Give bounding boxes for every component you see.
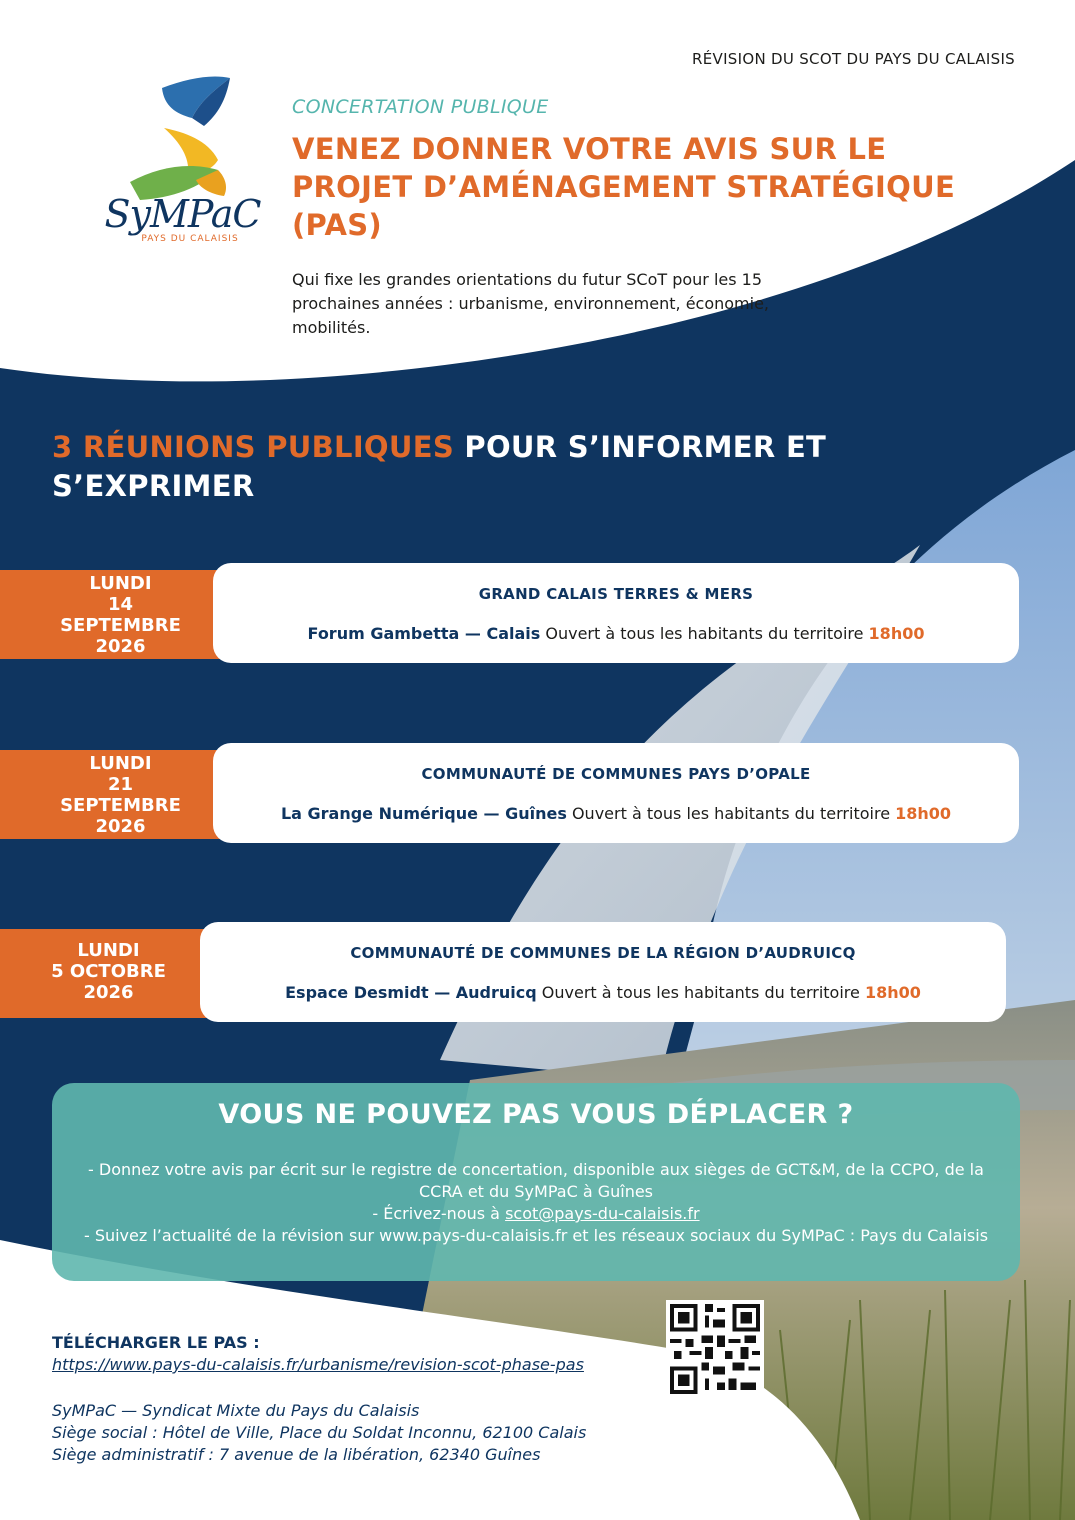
remote-line-2 <box>72 1203 1000 1225</box>
meeting-title-3: COMMUNAUTÉ DE COMMUNES DE LA RÉGION D’AUDRUICQ <box>350 944 856 962</box>
meeting-note-1: Ouvert à tous les habitants du territoire <box>540 624 869 643</box>
remote-title: VOUS NE POUVEZ PAS VOUS DÉPLACER ? <box>218 1099 854 1130</box>
remote-line-3: - Suivez l’actualité de la révision sur www.pays-du-calaisis.fr et les réseaux sociaux du SyMPaC : Pays du Calaisis <box>83 1226 989 1245</box>
footer-line-2: Siège social : Hôtel de Ville, Place du Soldat Inconnu, 62100 Calais <box>52 1423 587 1442</box>
meeting-time-3: 18h00 <box>864 983 921 1002</box>
meetings-title-rest: POUR S’INFORMER ET S’EXPRIMER <box>52 430 827 503</box>
remote-line-1: - Donnez votre avis par écrit sur le registre de concertation, disponible aux sièges de GCT&M, de la CCPO, de la CCRA et du SyMPaC à Guînes <box>88 1160 984 1201</box>
meeting-title-2: COMMUNAUTÉ DE COMMUNES PAYS D’OPALE <box>421 765 811 783</box>
meeting-venue-2: La Grange Numérique — Guînes <box>280 804 567 823</box>
meeting-note-3: Ouvert à tous les habitants du territoire <box>536 983 865 1002</box>
meeting-details-2 <box>213 804 1019 823</box>
meeting-time-2: 18h00 <box>895 804 952 823</box>
footer-line-3: Siège administratif : 7 avenue de la libération, 62340 Guînes <box>52 1445 541 1464</box>
meeting-details-1 <box>213 624 1019 643</box>
meeting-date-3: LUNDI 5 OCTOBRE 2026 <box>51 940 166 1003</box>
qr-code-icon[interactable] <box>666 1300 764 1398</box>
meeting-note-2: Ouvert à tous les habitants du territoire <box>566 804 896 823</box>
footer-line-1: SyMPaC — Syndicat Mixte du Pays du Calaisis <box>52 1401 420 1420</box>
logo-subtitle: PAYS DU CALAISIS <box>141 234 239 244</box>
download-link[interactable]: https://www.pays-du-calaisis.fr/urbanisme/revision-scot-phase-pas <box>52 1355 584 1374</box>
meeting-time-1: 18h00 <box>868 624 925 643</box>
meeting-title-1: GRAND CALAIS TERRES & MERS <box>478 585 754 603</box>
meeting-card-3 <box>200 922 1006 1022</box>
meeting-date-1: LUNDI 14 SEPTEMBRE 2026 <box>60 573 181 657</box>
meeting-card-2 <box>213 743 1019 843</box>
intro-text: Qui fixe les grandes orientations du futur SCoT pour les 15 prochaines années : urbanisme, environnement, économie, mobilités. <box>292 270 770 337</box>
download-title: TÉLÉCHARGER LE PAS : <box>52 1333 260 1352</box>
logo-wordmark: SyMPaC <box>104 192 261 236</box>
meeting-venue-1: Forum Gambetta — Calais <box>307 624 541 643</box>
meeting-venue-3: Espace Desmidt — Audruicq <box>285 983 537 1002</box>
remote-text <box>72 1159 1000 1247</box>
meeting-date-2: LUNDI 21 SEPTEMBRE 2026 <box>60 753 181 837</box>
meetings-title-accent: 3 RÉUNIONS PUBLIQUES <box>52 430 455 464</box>
kicker: CONCERTATION PUBLIQUE <box>292 96 549 118</box>
remote-line-2-prefix: - Écrivez-nous à <box>372 1204 506 1223</box>
document-tag: RÉVISION DU SCOT DU PAYS DU CALAISIS <box>692 50 1015 68</box>
meetings-title <box>52 428 872 506</box>
remote-participation-box <box>52 1083 1020 1281</box>
email-link[interactable]: scot@pays-du-calaisis.fr <box>505 1204 700 1223</box>
meeting-details-3 <box>200 983 1006 1002</box>
footer <box>52 1400 586 1466</box>
meeting-card-1 <box>213 563 1019 663</box>
page-title: VENEZ DONNER VOTRE AVIS SUR LE PROJET D’AMÉNAGEMENT STRATÉGIQUE (PAS) <box>292 132 956 242</box>
